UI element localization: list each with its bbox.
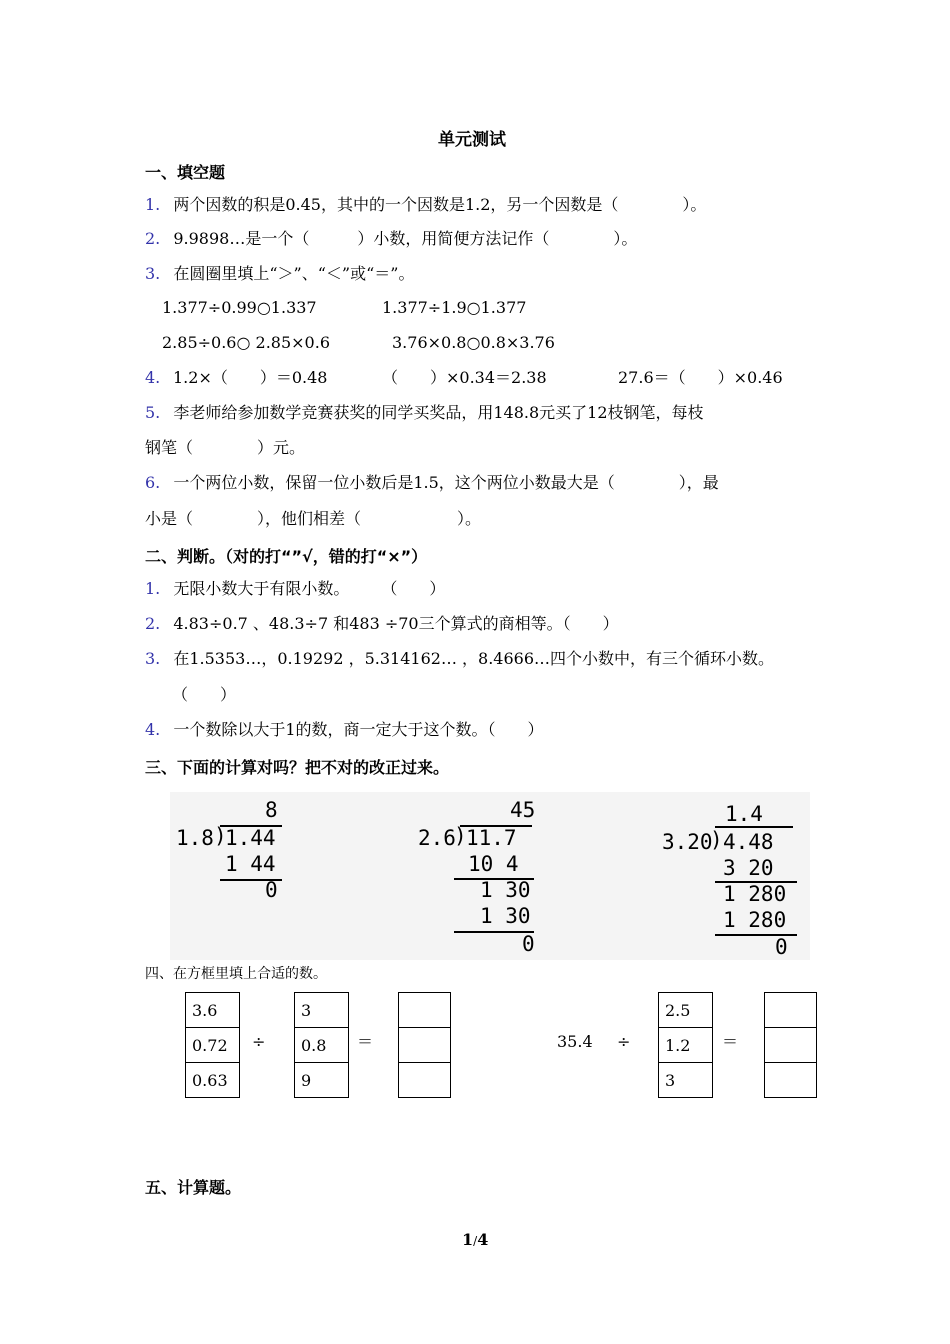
dividend-cell: 0.63: [186, 1063, 240, 1098]
fill-4a: 1.2×（ ）＝0.48: [173, 368, 328, 387]
divisor-cell: 0.8: [295, 1028, 349, 1063]
question-1-1: [145, 195, 706, 215]
divide-sign: ÷: [617, 1032, 631, 1051]
question-text: 在1.5353…，0.19292 ，5.314162… ，8.4666…四个小数中，有三个循环小数。: [173, 649, 775, 668]
question-number: 2.: [145, 229, 161, 248]
compare-2b: 3.76×0.8○0.8×3.76: [392, 333, 555, 352]
quotient: 8: [265, 798, 278, 822]
question-text: 一个两位小数，保留一位小数后是1.5，这个两位小数最大是（ ），最: [173, 473, 719, 492]
fill-4b: （ ）×0.34＝2.38: [382, 368, 547, 387]
question-1-6-cont: 小是（ ），他们相差（ ）。: [145, 509, 482, 528]
product-step: 10 4: [468, 852, 519, 876]
question-number: 4.: [145, 368, 161, 387]
section-3-heading: 三、下面的计算对吗？把不对的改正过来。: [145, 758, 450, 777]
page-separator: /: [473, 1234, 478, 1248]
compare-1b: 1.377÷1.9○1.377: [382, 298, 527, 317]
question-1-3: [145, 264, 414, 284]
division-bracket: ): [214, 824, 227, 848]
divisor-cell: 9: [295, 1063, 349, 1098]
divisor-cell: 2.5: [659, 993, 713, 1028]
divisor: 3.20: [662, 830, 713, 854]
dividend: 11.7: [466, 826, 517, 850]
question-2-4: [145, 720, 544, 740]
question-number: 1.: [145, 579, 161, 598]
question-number: 3.: [145, 264, 161, 283]
question-number: 1.: [145, 195, 161, 214]
answer-box[interactable]: [765, 1028, 817, 1063]
remainder: 0: [265, 878, 278, 902]
question-text: 4.83÷0.7 、48.3÷7 和483 ÷70三个算式的商相等。（ ）: [173, 614, 619, 633]
product-step: 3 20: [723, 856, 774, 880]
question-2-3-cont: （ ）: [172, 685, 237, 704]
answer-box[interactable]: [765, 993, 817, 1028]
divisor-cell: 3: [295, 993, 349, 1028]
page-title: 单元测试: [438, 130, 506, 150]
question-1-5: [145, 403, 704, 423]
divisor: 2.6: [418, 826, 456, 850]
question-number: 4.: [145, 720, 161, 739]
product-step: 1 280: [723, 908, 787, 932]
answer-box[interactable]: [399, 1028, 451, 1063]
divisor-box-column: [658, 992, 713, 1098]
dividend-cell: 3.6: [186, 993, 240, 1028]
division-bracket: ): [710, 828, 723, 852]
page-number: [462, 1230, 488, 1249]
dividend: 4.48: [723, 830, 774, 854]
question-text: 无限小数大于有限小数。 （ ）: [173, 579, 446, 598]
product-step: 1 44: [225, 852, 276, 876]
section-5-heading: 五、计算题。: [145, 1178, 242, 1197]
question-number: 5.: [145, 403, 161, 422]
remainder: 0: [775, 935, 788, 959]
answer-box-column[interactable]: [764, 992, 817, 1098]
long-division-figure: [170, 792, 810, 960]
answer-box-column[interactable]: [398, 992, 451, 1098]
dividend-cell: 0.72: [186, 1028, 240, 1063]
dividend-box-column: [185, 992, 240, 1098]
compare-1a: 1.377÷0.99○1.337: [162, 298, 317, 317]
equals-sign: ＝: [722, 1032, 739, 1051]
equals-sign: ＝: [357, 1032, 374, 1051]
question-text: 两个因数的积是0.45，其中的一个因数是1.2，另一个因数是（ ）。: [173, 195, 707, 214]
compare-2a: 2.85÷0.6○ 2.85×0.6: [162, 333, 330, 352]
remainder: 0: [522, 932, 535, 956]
answer-box[interactable]: [765, 1063, 817, 1098]
question-2-2: [145, 614, 619, 634]
question-number: 6.: [145, 473, 161, 492]
divisor: 1.8: [176, 826, 214, 850]
product-step: 1 30: [480, 904, 531, 928]
fill-4c: 27.6＝（ ）×0.46: [618, 368, 783, 387]
division-bar: [715, 826, 793, 828]
answer-box[interactable]: [399, 1063, 451, 1098]
question-1-2: [145, 229, 637, 249]
section-1-heading: 一、填空题: [145, 163, 226, 182]
divisor-cell: 3: [659, 1063, 713, 1098]
question-text: 李老师给参加数学竞赛获奖的同学买奖品，用148.8元买了12枝钢笔，每枝: [173, 403, 704, 422]
question-2-1: [145, 579, 445, 599]
remainder-step: 1 30: [480, 878, 531, 902]
divisor-box-column: [294, 992, 349, 1098]
question-2-3: [145, 649, 774, 669]
question-text: 一个数除以大于1的数，商一定大于这个数。（ ）: [173, 720, 544, 739]
quotient: 1.4: [725, 802, 763, 826]
total-pages: 4: [477, 1230, 489, 1249]
question-text: 9.9898…是一个（ ）小数，用简便方法记作（ ）。: [173, 229, 638, 248]
section-2-heading: 二、判断。（对的打“”√，错的打“×”）: [145, 547, 428, 566]
question-number: 3.: [145, 649, 161, 668]
question-1-4: [145, 368, 160, 388]
quotient: 45: [510, 798, 536, 822]
current-page: 1: [462, 1230, 474, 1249]
section-4-heading: 四、在方框里填上合适的数。: [145, 966, 327, 982]
fixed-dividend: 35.4: [557, 1032, 593, 1051]
division-bracket: ): [454, 824, 467, 848]
answer-box[interactable]: [399, 993, 451, 1028]
dividend: 1.44: [225, 826, 276, 850]
divisor-cell: 1.2: [659, 1028, 713, 1063]
divide-sign: ÷: [252, 1032, 266, 1051]
question-1-5-cont: 钢笔（ ）元。: [145, 438, 306, 457]
question-text: 在圆圈里填上“＞”、“＜”或“＝”。: [173, 264, 415, 283]
question-number: 2.: [145, 614, 161, 633]
remainder-step: 1 280: [723, 882, 787, 906]
question-1-6: [145, 473, 719, 493]
